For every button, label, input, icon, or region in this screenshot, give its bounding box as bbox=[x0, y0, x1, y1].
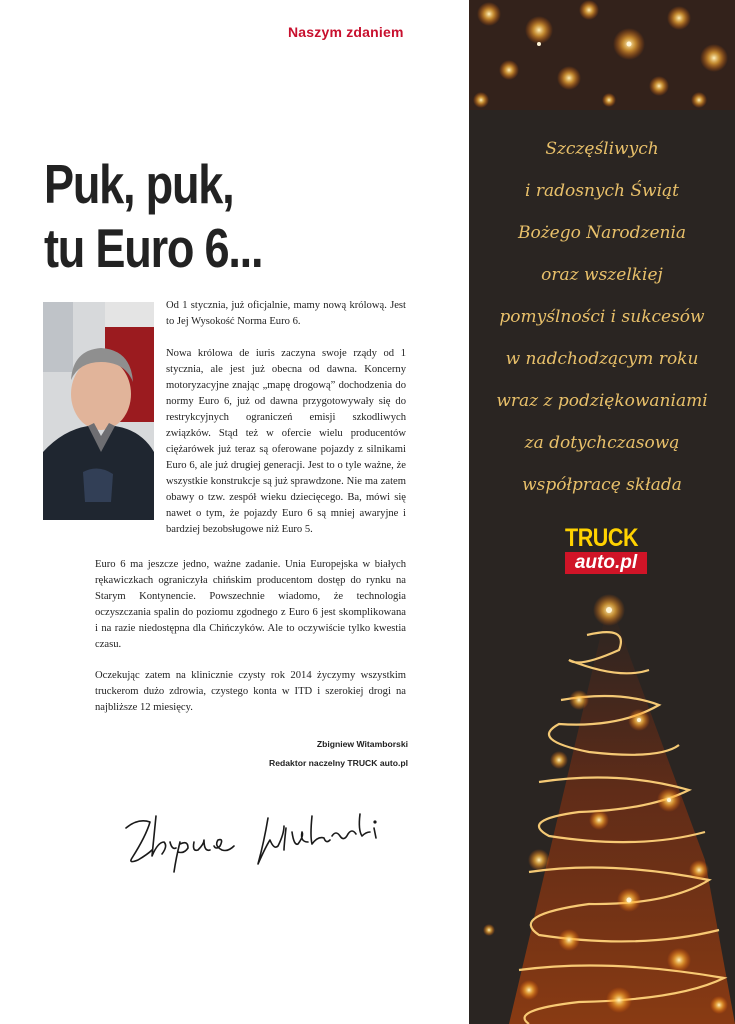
greeting-line: za dotychczasową bbox=[524, 433, 680, 453]
logo-top-text: TRUCK bbox=[565, 524, 639, 552]
holiday-greeting bbox=[469, 128, 735, 506]
greeting-line: pomyślności i sukcesów bbox=[499, 307, 705, 327]
greeting-line: Szczęśliwych bbox=[545, 139, 659, 159]
paragraph-text: Od 1 stycznia, już oficjalnie, mamy nową królową. Jest to Jej Wysokość Norma Euro 6. bbox=[166, 300, 406, 327]
greeting-line: wraz z podziękowaniami bbox=[496, 391, 708, 411]
paragraph-text: Oczekując zatem na klinicznie czysty rok 2014 życzymy wszystkim truckerom dużo zdrowia, czystego konta w ITD i szerokiej drogi na najbliższe 12 miesięcy. bbox=[95, 670, 406, 713]
section-label: Naszym zdaniem bbox=[288, 24, 404, 40]
article-paragraph-2 bbox=[166, 346, 406, 538]
logo-bottom-text: auto.pl bbox=[565, 552, 647, 574]
paragraph-text: Nowa królowa de iuris zaczyna swoje rządy od 1 stycznia, ale jest już obecna od dawna. Koncerny motoryzacyjne znając „mapę drogową” dochodzenia do normy Euro 6, już od dawna przygotowywały się do restrykcyjnych ograniczeń emisji szkodliwych związków. Stąd też w ofercie wielu producentów ciężarówek już teraz są oferowane pojazdy z silnikami Euro 6, ale już drugiej generacji. Jest to o tyle ważne, że wszystkie konstrukcje są już sprawdzone. Nie ma zatem obawy o tzw. zespół wieku dziecięcego. Ba, mówi się nawet o tym, że pojazdy Euro 6 są mniej awaryjne i bardziej bezobsługowe niż Euro 5. bbox=[166, 348, 406, 535]
author-block bbox=[269, 735, 408, 773]
greeting-line: współpracę składa bbox=[522, 475, 682, 495]
article-paragraph-4 bbox=[95, 668, 406, 716]
christmas-panel bbox=[469, 0, 735, 1024]
paragraph-text: Euro 6 ma jeszcze jedno, ważne zadanie. Unia Europejska w białych rękawiczkach ograniczyła chińskim producentom dostęp do rynku na Starym Kontynencie. Powszechnie wiadomo, że technologia oczyszczania spalin do poziomu zgodnego z Euro 6 jest skomplikowana i na razie niedostępna dla Chińczyków. Ale to oczywiście tylko kwestia czasu. bbox=[95, 559, 406, 650]
truck-auto-logo bbox=[565, 523, 647, 577]
headline-line-1: Puk, puk, bbox=[44, 153, 234, 215]
headline-line-2: tu Euro 6... bbox=[44, 217, 263, 279]
article-headline bbox=[44, 152, 388, 280]
greeting-line: w nadchodzącym roku bbox=[505, 349, 699, 369]
author-name: Zbigniew Witamborski bbox=[316, 739, 408, 749]
article-paragraph-3 bbox=[95, 557, 406, 653]
author-title: Redaktor naczelny TRUCK auto.pl bbox=[269, 758, 408, 768]
greeting-line: Bożego Narodzenia bbox=[517, 223, 687, 243]
greeting-line: i radosnych Świąt bbox=[525, 181, 679, 201]
author-signature bbox=[118, 806, 380, 876]
article-paragraph-1 bbox=[166, 298, 406, 330]
greeting-line: oraz wszelkiej bbox=[541, 265, 663, 285]
author-photo bbox=[43, 302, 154, 520]
